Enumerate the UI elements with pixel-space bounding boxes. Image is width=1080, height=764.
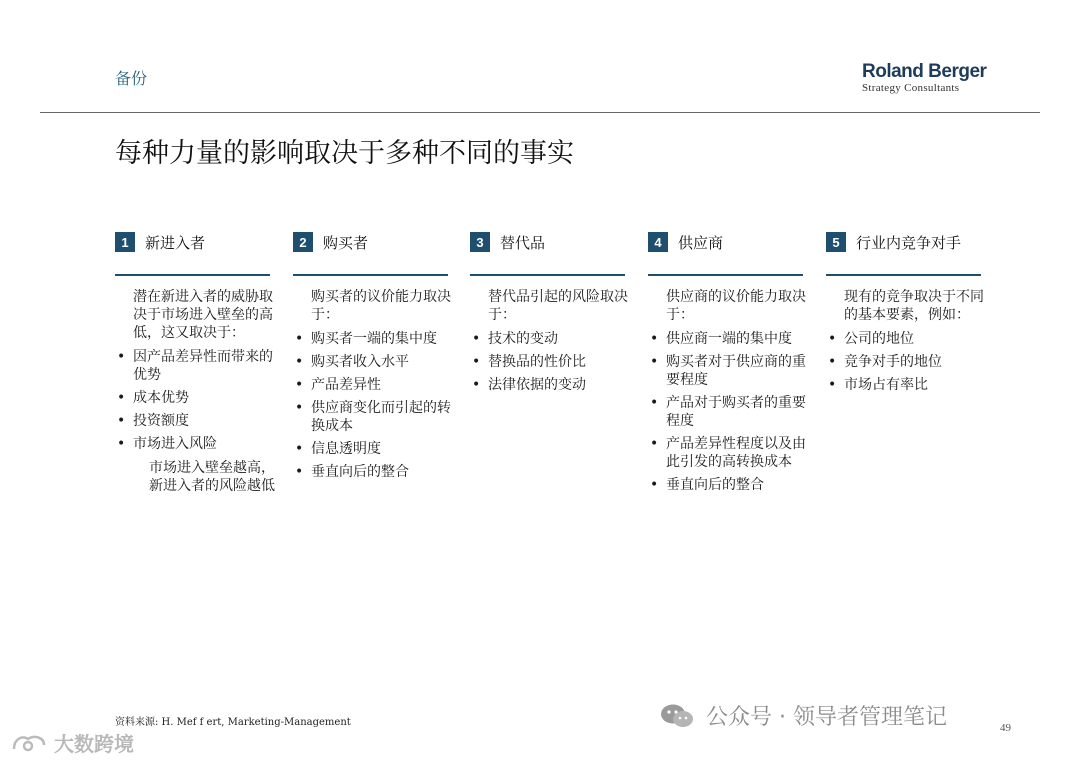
list-item <box>826 376 984 394</box>
list-item-text: 替换品的性价比 <box>488 354 586 370</box>
bullet-icon: • <box>117 413 126 429</box>
column-intro: 购买者的议价能力取决于： <box>311 289 451 323</box>
list-item <box>826 330 984 348</box>
number-badge: 1 <box>115 232 135 252</box>
force-column-5 <box>826 230 986 399</box>
column-intro: 供应商的议价能力取决于： <box>666 289 806 323</box>
column-body <box>470 288 630 394</box>
column-body <box>648 288 808 494</box>
list-item-text: 信息透明度 <box>311 441 381 457</box>
watermark-brand-text: 大数跨境 <box>54 732 134 756</box>
bullet-icon: • <box>295 354 304 370</box>
bullet-icon: • <box>828 377 837 393</box>
watermark-wechat-text: 公众号 · 领导者管理笔记 <box>706 705 947 730</box>
watermark-wechat <box>660 700 947 731</box>
bullet-icon: • <box>650 477 659 493</box>
column-title: 新进入者 <box>145 233 206 252</box>
watermark-brand <box>10 728 134 757</box>
bullet-icon: • <box>117 390 126 406</box>
wechat-icon <box>660 703 694 729</box>
list-item-text: 法律依据的变动 <box>488 377 586 393</box>
column-header <box>470 230 630 254</box>
list-item-text: 产品差异性 <box>311 377 381 393</box>
column-intro: 替代品引起的风险取决于： <box>488 289 628 323</box>
logo-main-text: Roland Berger <box>862 61 987 82</box>
column-divider <box>826 274 981 276</box>
list-item-text: 因产品差异性而带来的优势 <box>133 349 273 383</box>
list-item-text: 垂直向后的整合 <box>311 464 409 480</box>
list-item <box>293 440 451 458</box>
list-item <box>115 348 273 384</box>
bullet-icon: • <box>295 464 304 480</box>
bullet-icon: • <box>650 354 659 370</box>
header-divider <box>40 112 1040 113</box>
list-item <box>470 376 628 394</box>
column-title: 替代品 <box>500 233 546 252</box>
logo-sub-text: Strategy Consultants <box>862 82 960 94</box>
bullet-icon: • <box>828 354 837 370</box>
bullet-icon: • <box>472 377 481 393</box>
list-item-text: 技术的变动 <box>488 331 558 347</box>
number-badge: 3 <box>470 232 490 252</box>
bullet-icon: • <box>828 331 837 347</box>
number-badge: 4 <box>648 232 668 252</box>
number-badge: 5 <box>826 232 846 252</box>
list-item <box>648 330 806 348</box>
column-header <box>293 230 453 254</box>
list-item-text: 产品差异性程度以及由此引发的高转换成本 <box>666 436 806 470</box>
column-header <box>826 230 986 254</box>
list-item <box>293 330 451 348</box>
column-title: 购买者 <box>323 233 369 252</box>
column-title: 供应商 <box>678 233 724 252</box>
bullet-icon: • <box>650 436 659 452</box>
bullet-icon: • <box>117 436 126 452</box>
list-item <box>293 399 451 435</box>
list-item <box>648 394 806 430</box>
column-divider <box>470 274 625 276</box>
list-item <box>648 476 806 494</box>
list-item-text: 购买者对于供应商的重要程度 <box>666 354 806 388</box>
bullet-icon: • <box>295 441 304 457</box>
column-body <box>115 288 275 495</box>
list-item-text: 成本优势 <box>133 390 189 406</box>
column-title: 行业内竞争对手 <box>856 233 962 252</box>
list-item <box>115 412 273 430</box>
column-divider <box>293 274 448 276</box>
list-item <box>648 435 806 471</box>
column-divider <box>115 274 270 276</box>
list-item-text: 竞争对手的地位 <box>844 354 942 370</box>
list-item <box>470 330 628 348</box>
list-item-text: 投资额度 <box>133 413 189 429</box>
force-column-2 <box>293 230 453 486</box>
bullet-icon: • <box>472 354 481 370</box>
column-intro: 潜在新进入者的威胁取决于市场进入壁垒的高低，这又取决于： <box>133 289 273 341</box>
bullet-icon: • <box>295 331 304 347</box>
column-header <box>115 230 275 254</box>
page-title: 每种力量的影响取决于多种不同的事实 <box>115 138 574 169</box>
list-item-text: 垂直向后的整合 <box>666 477 764 493</box>
list-item <box>293 463 451 481</box>
roland-berger-logo <box>862 62 992 94</box>
source-note: 资料来源: H. Mef f ert, Marketing-Management <box>115 717 351 728</box>
list-item-text: 供应商变化而引起的转换成本 <box>311 400 451 434</box>
list-item-text: 供应商一端的集中度 <box>666 331 792 347</box>
brand-logo-icon <box>10 731 50 755</box>
bullet-icon: • <box>650 331 659 347</box>
list-item <box>826 353 984 371</box>
column-body <box>293 288 453 481</box>
list-item <box>470 353 628 371</box>
number-badge: 2 <box>293 232 313 252</box>
list-item-text: 公司的地位 <box>844 331 914 347</box>
force-column-4 <box>648 230 808 499</box>
bullet-icon: • <box>295 400 304 416</box>
list-item-text: 购买者收入水平 <box>311 354 409 370</box>
column-header <box>648 230 808 254</box>
list-item <box>115 389 273 407</box>
list-item <box>648 353 806 389</box>
sub-note: 市场进入壁垒越高，新进入者的风险越低 <box>149 460 275 494</box>
bullet-icon: • <box>117 349 126 365</box>
column-divider <box>648 274 803 276</box>
page-number: 49 <box>1000 722 1011 734</box>
list-item <box>293 353 451 371</box>
list-item <box>293 376 451 394</box>
list-item-text: 市场进入风险 <box>133 436 217 452</box>
bullet-icon: • <box>472 331 481 347</box>
force-column-1 <box>115 230 275 495</box>
section-tag: 备份 <box>115 69 148 88</box>
bullet-icon: • <box>295 377 304 393</box>
list-item-text: 市场占有率比 <box>844 377 928 393</box>
force-column-3 <box>470 230 630 399</box>
list-item <box>115 435 273 453</box>
bullet-icon: • <box>650 395 659 411</box>
list-item-text: 购买者一端的集中度 <box>311 331 437 347</box>
list-item-text: 产品对于购买者的重要程度 <box>666 395 806 429</box>
column-body <box>826 288 986 394</box>
column-intro: 现有的竞争取决于不同的基本要素，例如： <box>844 289 984 323</box>
